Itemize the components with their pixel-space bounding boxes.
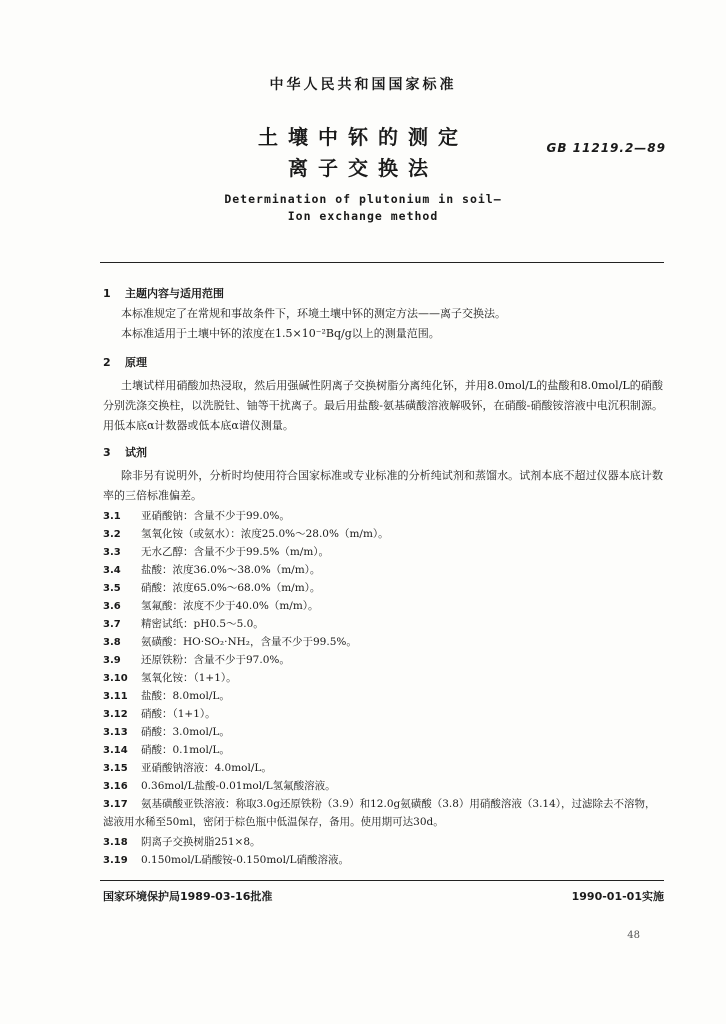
standard-header: 中华人民共和国国家标准: [269, 77, 457, 93]
english-title-line2: Ion exchange method: [287, 209, 439, 223]
section-number: 3: [103, 446, 111, 459]
section-number: 2: [103, 356, 111, 369]
section-1-paragraph-1: 本标准规定了在常规和事故条件下，环境土壤中钚的测定方法——离子交换法。: [121, 307, 506, 320]
gb-number: GB 11219.2—89: [546, 141, 666, 155]
reagent-item: 3.7 精密试纸：pH0.5～5.0。: [103, 618, 264, 630]
reagent-item: 3.16 0.36mol/L盐酸-0.01mol/L氢氟酸溶液。: [103, 780, 336, 792]
reagent-item: 3.4 盐酸：浓度36.0%～38.0%（m/m）。: [103, 564, 321, 576]
english-title-line1: Determination of plutonium in soil—: [224, 192, 502, 206]
reagent-item: 3.19 0.150mol/L硝酸铵-0.150mol/L硝酸溶液。: [103, 854, 349, 866]
section-1-paragraph-2: 本标准适用于土壤中钚的浓度在1.5×10⁻²Bq/g以上的测量范围。: [121, 327, 440, 340]
footer-divider: [100, 880, 664, 881]
reagent-item: 3.17 氨基磺酸亚铁溶液：称取3.0g还原铁粉（3.9）和12.0g氨磺酸（3.8）用硝酸溶液（3.14），过滤除去不溶物，滤液用水稀至50ml，密闭于棕色瓶中低温保存，备用。使用期可达30d。: [103, 798, 656, 828]
reagent-item: 3.1 亚硝酸钠：含量不少于99.0%。: [103, 510, 290, 522]
reagent-item: 3.2 氢氧化铵（或氨水）：浓度25.0%～28.0%（m/m）。: [103, 528, 389, 540]
section-3-title: [103, 444, 147, 460]
document-title-line2: 离子交换法: [288, 156, 438, 180]
reagent-item: 3.3 无水乙醇：含量不少于99.5%（m/m）。: [103, 546, 330, 558]
reagent-item: 3.12 硝酸：（1+1）。: [103, 708, 216, 720]
reagent-item: 3.13 硝酸：3.0mol/L。: [103, 726, 230, 738]
document-title-line1: 土壤中钚的测定: [258, 125, 468, 149]
reagent-item: 3.14 硝酸：0.1mol/L。: [103, 744, 230, 756]
reagent-item: 3.9 还原铁粉：含量不少于97.0%。: [103, 654, 290, 666]
section-3-intro: 除非另有说明外，分析时均使用符合国家标准或专业标准的分析纯试剂和蒸馏水。试剂本底不超过仪器本底计数率的三倍标准偏差。: [103, 469, 663, 502]
reagent-item: 3.18 阴离子交换树脂251×8。: [103, 836, 261, 848]
section-heading: 试剂: [125, 446, 147, 459]
section-heading: 原理: [125, 356, 147, 369]
reagent-item: 3.11 盐酸：8.0mol/L。: [103, 690, 230, 702]
top-divider: [100, 262, 664, 263]
section-2-paragraph: 土壤试样用硝酸加热浸取，然后用强碱性阴离子交换树脂分离纯化钚，并用8.0mol/L的盐酸和8.0mol/L的硝酸分别洗涤交换柱，以洗脱钍、铀等干扰离子。最后用盐酸-氨基磺酸溶液解吸钚，在硝酸-硝酸铵溶液中电沉积制源。用低本底α计数器或低本底α谱仪测量。: [103, 379, 663, 432]
reagent-item: 3.6 氢氟酸：浓度不少于40.0%（m/m）。: [103, 600, 319, 612]
page-number: 48: [627, 930, 640, 941]
section-number: 1: [103, 287, 111, 300]
reagent-item: 3.5 硝酸：浓度65.0%～68.0%（m/m）。: [103, 582, 321, 594]
reagent-item: 3.15 亚硝酸钠溶液：4.0mol/L。: [103, 762, 272, 774]
section-1-title: [103, 285, 224, 301]
section-2-title: [103, 354, 147, 370]
reagent-item: 3.8 氨磺酸：HO·SO₂·NH₂，含量不少于99.5%。: [103, 636, 357, 648]
section-heading: 主题内容与适用范围: [125, 287, 224, 300]
reagent-item: 3.10 氢氧化铵：（1+1）。: [103, 672, 237, 684]
effective-date: 1990-01-01实施: [571, 890, 664, 903]
approval-date: 国家环境保护局1989-03-16批准: [103, 890, 273, 903]
